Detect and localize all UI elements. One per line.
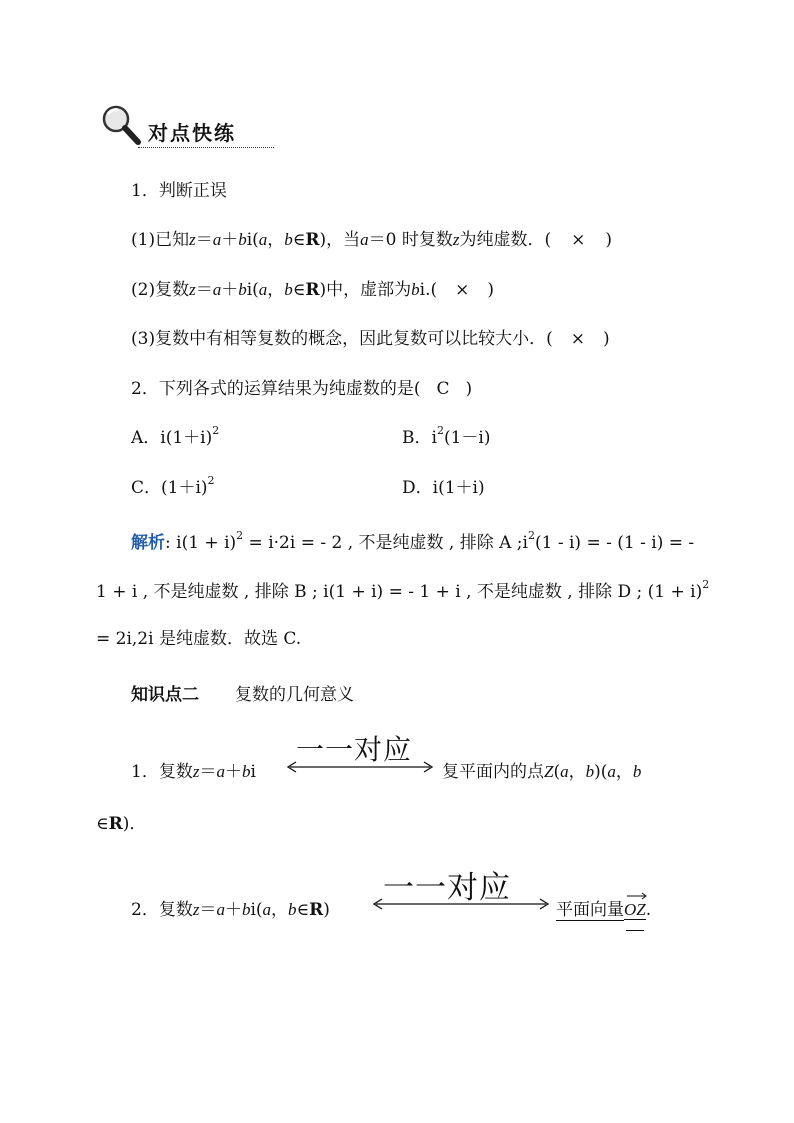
q2-title: 2．下列各式的运算结果为纯虚数的是( C ) bbox=[131, 379, 473, 399]
title-underline bbox=[138, 147, 274, 148]
solution-line-1: 解析: $i(1 + i)^2 = i\cdot 2i$ = - 2 , 不是纯虚数 , 排除 A $;i^2(1 - i)$ = - (1 - i) = - bbox=[131, 529, 695, 553]
q1-title: 1．判断正误 bbox=[131, 181, 227, 201]
geo-2-lhs: 2．复数z＝a＋bi(a，b∈R) bbox=[131, 900, 330, 920]
vector-oz: OZ bbox=[624, 899, 646, 921]
q1-item-1: (1)已知z＝a＋bi(a，b∈R)，当a＝0 时复数z为纯虚数．( × ) bbox=[131, 230, 613, 250]
section-title: 对点快练 bbox=[148, 121, 236, 145]
header bbox=[98, 102, 276, 148]
geo-1-lhs: 1．复数z＝a＋bi bbox=[131, 762, 256, 782]
solution-line-3: = 2i,2i 是纯虚数．故选 C. bbox=[96, 629, 302, 649]
correspondence-label-1: 一一对应 bbox=[296, 733, 413, 766]
vector-under-bar bbox=[626, 930, 644, 931]
magnifier-icon bbox=[98, 102, 144, 148]
option-d: D．i(1＋i) bbox=[402, 478, 485, 498]
q1-item-3: (3)复数中有相等复数的概念，因此复数可以比较大小．( × ) bbox=[131, 329, 610, 349]
double-arrow-2 bbox=[372, 897, 550, 911]
option-a: A．$i(1+i)^2$ bbox=[131, 424, 220, 448]
geo-2-rhs: 平面向量 OZ . bbox=[556, 899, 651, 921]
answer-mark: × bbox=[455, 280, 470, 300]
solution-line-2: 1 + i , 不是纯虚数 , 排除 B ; i(1 + i) = - 1 + i , 不是纯虚数 , 排除 D ; $(1 + i)^2$ bbox=[96, 578, 710, 602]
option-b: B．$i^2(1-i)$ bbox=[402, 424, 491, 448]
answer-mark: × bbox=[571, 230, 586, 250]
double-arrow-1 bbox=[286, 760, 434, 774]
answer-mark: × bbox=[570, 329, 585, 349]
vector-arrow-icon bbox=[626, 892, 648, 900]
geo-1-continuation: ∈R)． bbox=[96, 814, 147, 834]
q2-answer: C bbox=[436, 379, 450, 399]
q1-item-2: (2)复数z＝a＋bi(a，b∈R)中，虚部为bi.( × ) bbox=[131, 280, 495, 300]
section-2-header: 知识点二 复数的几何意义 bbox=[131, 685, 354, 705]
geo-1-rhs: 复平面内的点Z(a，b)(a，b bbox=[442, 762, 642, 782]
correspondence-label-2: 一一对应 bbox=[383, 870, 511, 906]
option-c: C．$(1+i)^2$ bbox=[131, 474, 215, 498]
solution-label: 解析 bbox=[131, 533, 165, 553]
